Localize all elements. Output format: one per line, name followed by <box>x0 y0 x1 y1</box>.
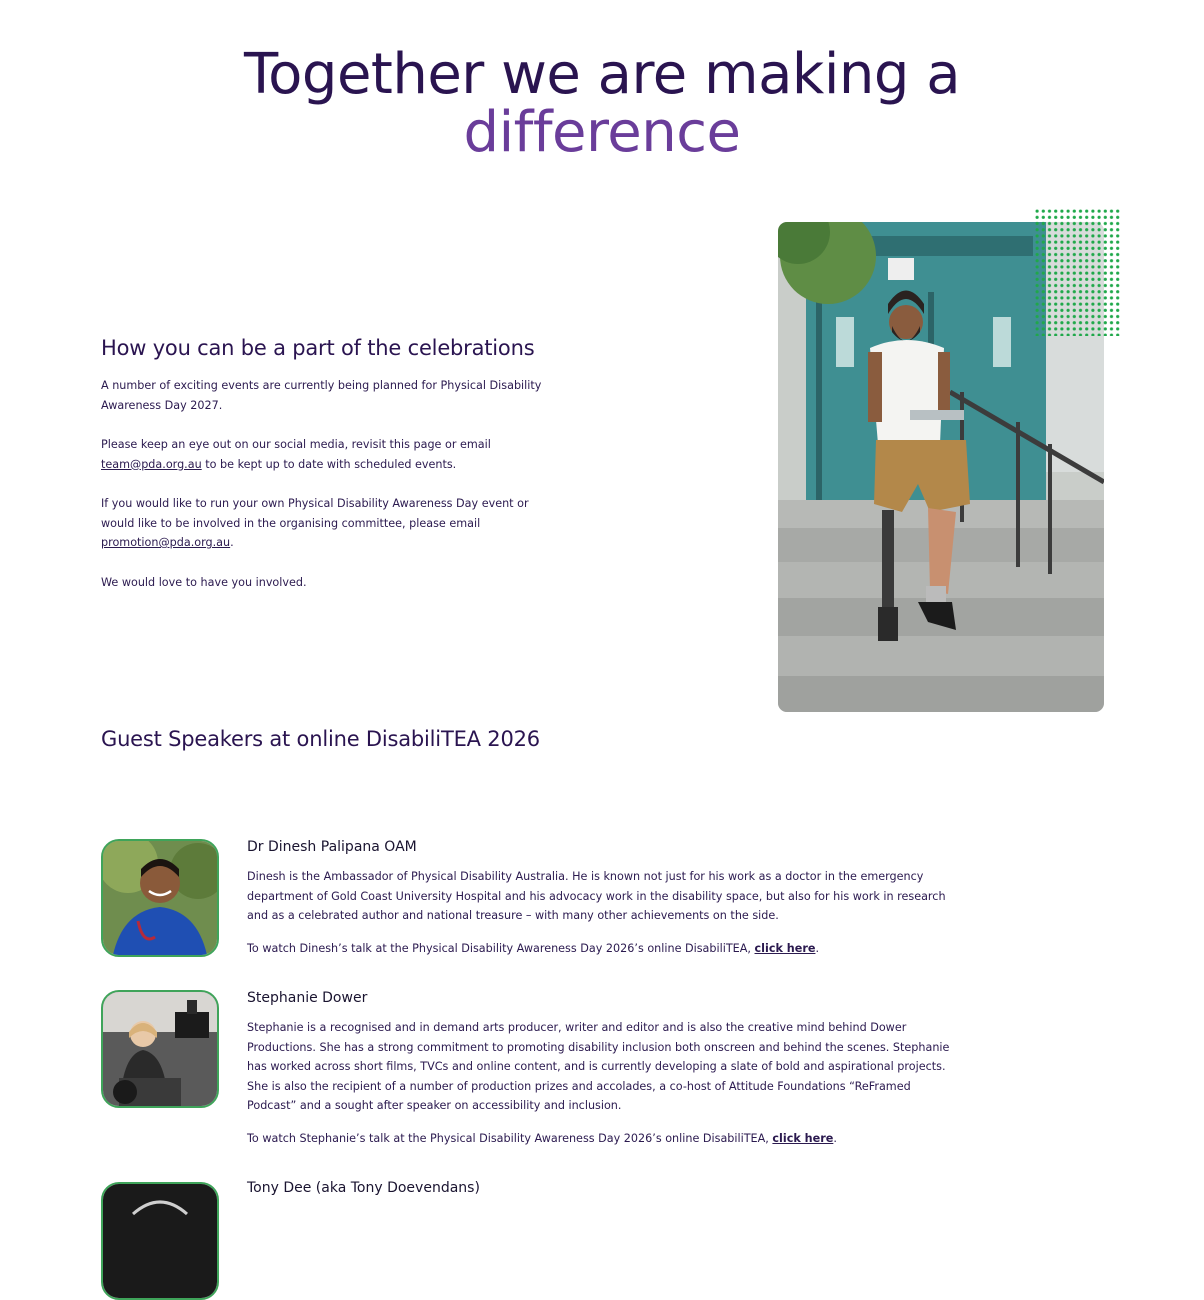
watch-talk-link[interactable]: click here <box>754 941 816 955</box>
speaker-name: Stephanie Dower <box>247 990 368 1006</box>
speaker-watch-text: To watch Dinesh’s talk at the Physical Disability Awareness Day 2026’s online DisabiliTEA, click here. <box>247 941 820 955</box>
title-line-1: Together we are making a <box>243 42 961 107</box>
decorative-dot-pattern <box>1034 208 1120 336</box>
speakers-heading: Guest Speakers at online DisabiliTEA 2026 <box>101 727 540 751</box>
team-email-link[interactable]: team@pda.org.au <box>101 457 202 471</box>
speaker-photo <box>103 1184 217 1298</box>
speaker-bio: Dinesh is the Ambassador of Physical Disability Australia. He is known not just for his work as a doctor in the emergency department of Gold Coast University Hospital and his advocacy work in the disability space, but also for his work in research and as a celebrated author and national treasure – with many other achievements on the side. <box>247 870 946 922</box>
page-title <box>0 42 1204 165</box>
speaker-name: Dr Dinesh Palipana OAM <box>247 839 417 855</box>
speaker-photo <box>103 841 217 955</box>
avatar <box>101 990 219 1108</box>
celebrations-paragraph-3: If you would like to run your own Physical Disability Awareness Day event or would like to be involved in the organising committee, please email promotion@pda.org.au. <box>101 497 529 549</box>
watch-talk-link[interactable]: click here <box>772 1131 834 1145</box>
speaker-photo <box>103 992 217 1106</box>
promotion-email-link[interactable]: promotion@pda.org.au <box>101 536 231 549</box>
hero <box>0 42 1204 165</box>
celebrations-paragraph-4: We would love to have you involved. <box>101 575 307 589</box>
speaker-watch-text: To watch Stephanie’s talk at the Physical Disability Awareness Day 2026’s online DisabiliTEA, click here. <box>247 1131 837 1145</box>
avatar <box>101 1182 219 1300</box>
speaker-card <box>101 1180 971 1204</box>
celebrations-paragraph-2: Please keep an eye out on our social media, revisit this page or email team@pda.org.au to be kept up to date with scheduled events. <box>101 438 491 471</box>
speaker-card <box>101 990 971 1170</box>
speaker-details <box>247 990 963 1161</box>
celebrations-section <box>101 336 561 612</box>
celebrations-paragraph-1: A number of exciting events are currently being planned for Physical Disability Awareness Day 2027. <box>101 379 542 412</box>
speaker-name: Tony Dee (aka Tony Doevendans) <box>247 1180 480 1196</box>
celebrations-heading: How you can be a part of the celebrations <box>101 336 535 360</box>
avatar <box>101 839 219 957</box>
speaker-bio: Stephanie is a recognised and in demand arts producer, writer and editor and is also the creative mind behind Dower Productions. She has a strong commitment to promoting disability inclusion both onscreen and behind the scenes. Stephanie has worked across short films, TVCs and online content, and is currently developing a slate of bold and aspirational projects. She is also the recipient of a number of production prizes and accolades, a co-host of Attitude Foundations “ReFramed Podcast” and a sought after speaker on accessibility and inclusion. <box>247 1021 950 1112</box>
title-line-2: difference <box>463 100 741 165</box>
speaker-card <box>101 839 971 969</box>
speaker-details <box>247 839 963 971</box>
